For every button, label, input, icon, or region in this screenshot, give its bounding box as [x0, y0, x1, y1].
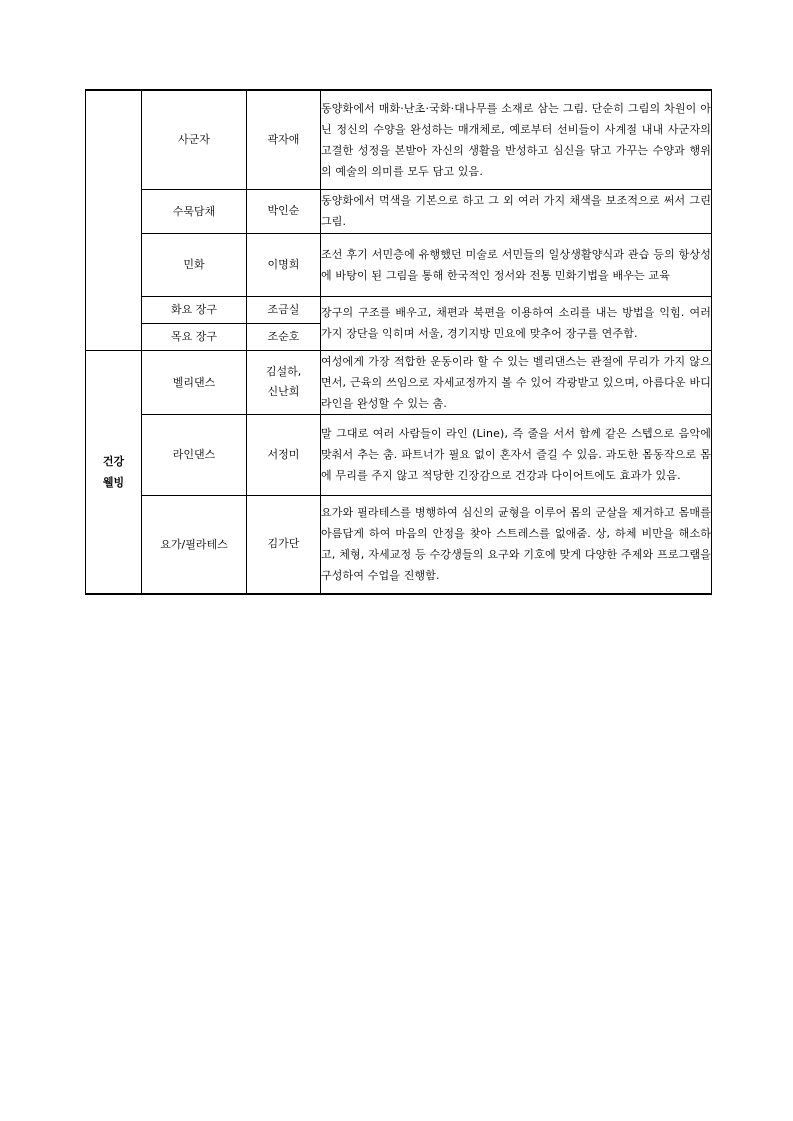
course-description: 요가와 필라테스를 병행하여 심신의 균형을 이루어 몸의 군살을 제거하고 몸매를 아름답게 하여 마음의 안정을 찾아 스트레스를 없애줌. 상, 하체 비만을 해소하고, 체형, 자세교정 등 수강생들의 요구와 기호에 맞게 다양한 주제와 프로그램을 구성하여 수업을 진행함. — [321, 495, 712, 594]
category-line: 웰빙 — [102, 475, 125, 489]
course-description: 여성에게 가장 적합한 운동이라 할 수 있는 벨리댄스는 관절에 무리가 가지 않으면서, 근육의 쓰임으로 자세교정까지 볼 수 있어 각광받고 있으며, 아름다운 바디라인을 완성할 수 있는 춤. — [321, 350, 712, 414]
table-row — [86, 296, 712, 323]
table-row — [86, 414, 712, 495]
category-line: 건강 — [102, 454, 125, 468]
table-row — [86, 495, 712, 594]
teacher-line: 박인순 — [267, 204, 300, 217]
teacher-line: 서정미 — [267, 447, 300, 461]
course-description: 말 그대로 여러 사람들이 라인 (Line), 즉 줄을 서서 함께 같은 스텝으로 음악에 맞춰서 추는 춤. 파트너가 필요 없이 혼자서 즐길 수 있음. 과도한 몸동작으로 몸에 무리를 주지 않고 적당한 긴장감으로 건강과 다이어트에도 효과가 있음. — [321, 414, 712, 495]
table-row — [86, 189, 712, 233]
course-description: 장구의 구조를 배우고, 채편과 북편을 이용하여 소리를 내는 방법을 익힘. 여러 가지 장단을 익히며 서울, 경기지방 민요에 맞추어 장구를 연주함. — [321, 296, 712, 350]
table-row — [86, 350, 712, 414]
teacher-name — [247, 233, 321, 296]
teacher-name — [247, 323, 321, 350]
course-table — [85, 89, 712, 595]
table-row — [86, 90, 712, 189]
course-description: 조선 후기 서민층에 유행했던 미술로 서민들의 일상생활양식과 관습 등의 항상성에 바탕이 된 그림을 통해 한국적인 정서와 전통 민화기법을 배우는 교육 — [321, 233, 712, 296]
course-name: 수묵담채 — [142, 189, 247, 233]
teacher-name — [247, 495, 321, 594]
teacher-name — [247, 350, 321, 414]
teacher-line: 김설하, — [265, 365, 302, 378]
category-cell — [86, 350, 142, 594]
teacher-name — [247, 189, 321, 233]
course-name: 요가/필라테스 — [142, 495, 247, 594]
course-name: 목요 장구 — [142, 323, 247, 350]
course-description: 동양화에서 먹색을 기본으로 하고 그 외 여러 가지 채색을 보조적으로 써서 그린 그림. — [321, 189, 712, 233]
teacher-line: 이명희 — [267, 257, 300, 271]
category-cell — [86, 90, 142, 350]
teacher-line: 곽자애 — [267, 132, 300, 146]
teacher-line: 김가단 — [267, 537, 300, 551]
teacher-name — [247, 414, 321, 495]
teacher-line: 조순호 — [267, 329, 300, 343]
course-name: 벨리댄스 — [142, 350, 247, 414]
teacher-name — [247, 296, 321, 323]
course-name: 민화 — [142, 233, 247, 296]
course-name: 화요 장구 — [142, 296, 247, 323]
teacher-line: 조금실 — [267, 302, 300, 316]
course-name: 사군자 — [142, 90, 247, 189]
course-name: 라인댄스 — [142, 414, 247, 495]
table-row — [86, 233, 712, 296]
course-description: 동양화에서 매화·난초·국화·대나무를 소재로 삼는 그림. 단순히 그림의 차원이 아닌 정신의 수양을 완성하는 매개체로, 예로부터 선비들이 사계절 내내 사군자의 고결한 성정을 본받아 자신의 생활을 반성하고 심신을 닦고 가꾸는 수양과 행위의 예술의 의미를 모두 담고 있음. — [321, 90, 712, 189]
teacher-line: 신난희 — [267, 385, 300, 398]
teacher-name — [247, 90, 321, 189]
